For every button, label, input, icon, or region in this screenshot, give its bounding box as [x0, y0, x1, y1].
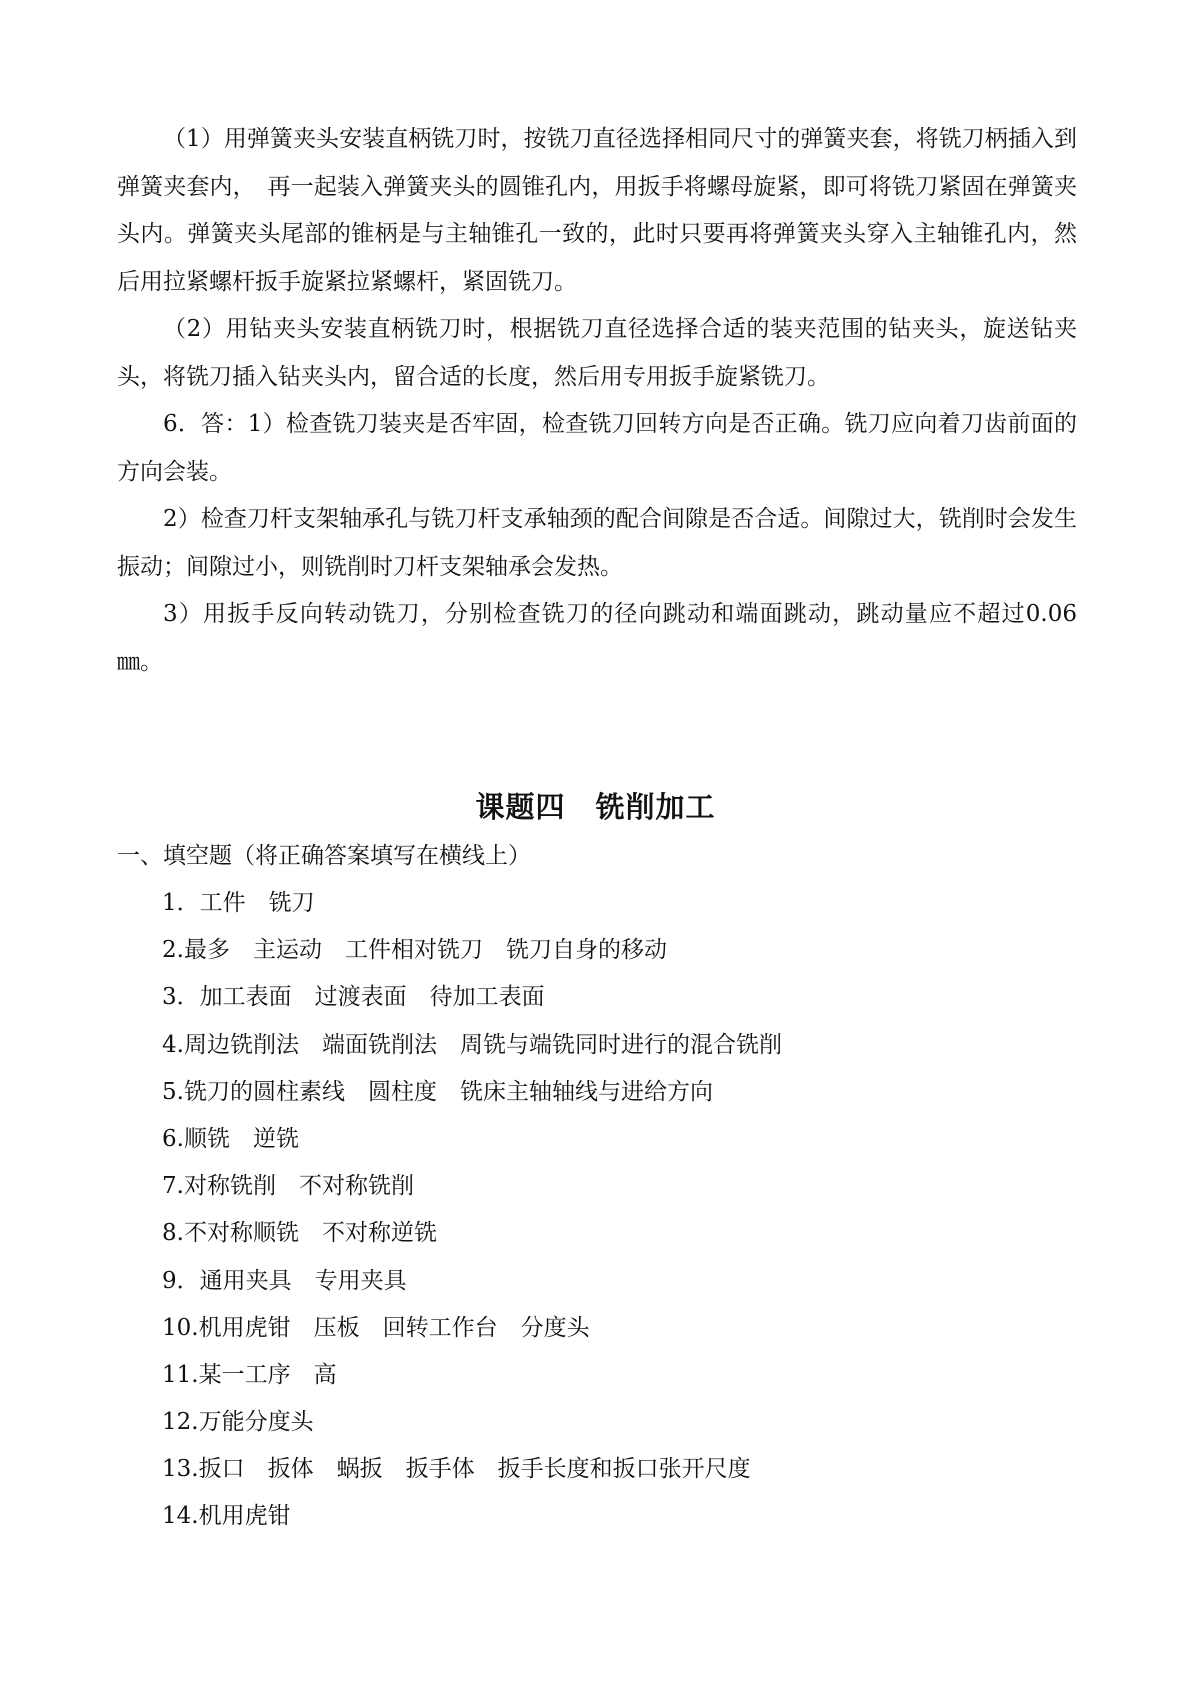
section-title: 课题四 铣削加工	[475, 790, 716, 824]
list-item: 13.扳口 扳体 蜗扳 扳手体 扳手长度和扳口张开尺度	[162, 1456, 751, 1483]
list-item: 10.机用虎钳 压板 回转工作台 分度头	[162, 1314, 590, 1341]
paragraph-answer-6-2: 2）检查刀杆支架轴承孔与铣刀杆支承轴颈的配合间隙是否合适。间隙过大，铣削时会发生振动；间隙过小，则铣削时刀杆支架轴承会发热。	[117, 506, 1077, 580]
list-item: 5.铣刀的圆柱素线 圆柱度 铣床主轴轴线与进给方向	[162, 1078, 713, 1105]
answer-list	[162, 880, 782, 1541]
paragraph-drill-chuck: （2）用钻夹头安装直柄铣刀时，根据铣刀直径选择合适的装夹范围的钻夹头，旋送钻夹头，将铣刀插入钻夹头内，留合适的长度，然后用专用扳手旋紧铣刀。	[117, 316, 1077, 390]
list-item: 8.不对称顺铣 不对称逆铣	[162, 1220, 437, 1247]
list-item: 3．加工表面 过渡表面 待加工表面	[162, 984, 545, 1011]
list-item: 9．通用夹具 专用夹具	[162, 1267, 407, 1294]
list-item: 6.顺铣 逆铣	[162, 1125, 299, 1152]
list-item: 14.机用虎钳	[162, 1503, 291, 1530]
list-item: 7.对称铣削 不对称铣削	[162, 1173, 414, 1200]
list-item: 1．工件 铣刀	[162, 890, 315, 916]
paragraph-answer-6-3: 3）用扳手反向转动铣刀，分别检查铣刀的径向跳动和端面跳动，跳动量应不超过0.06㎜。	[117, 601, 1077, 675]
paragraph-answer-6-1: 6．答：1）检查铣刀装夹是否牢固，检查铣刀回转方向是否正确。铣刀应向着刀齿前面的方向会装。	[117, 411, 1077, 485]
list-item: 2.最多 主运动 工件相对铣刀 铣刀自身的移动	[162, 937, 667, 964]
subsection-heading: 一、填空题（将正确答案填写在横线上）	[117, 843, 531, 869]
list-item: 4.周边铣削法 端面铣削法 周铣与端铣同时进行的混合铣削	[162, 1031, 782, 1058]
paragraph-collet-chuck: （1）用弹簧夹头安装直柄铣刀时，按铣刀直径选择相同尺寸的弹簧夹套，将铣刀柄插入到弹簧夹套内， 再一起装入弹簧夹头的圆锥孔内，用扳手将螺母旋紧，即可将铣刀紧固在弹簧夹头内。弹簧夹头尾部的锥柄是与主轴锥孔一致的，此时只要再将弹簧夹头穿入主轴锥孔内，然后用拉紧螺杆扳手旋紧拉紧螺杆，紧固铣刀。	[117, 126, 1077, 295]
list-item: 11.某一工序 高	[162, 1361, 337, 1388]
list-item: 12.万能分度头	[162, 1409, 314, 1436]
